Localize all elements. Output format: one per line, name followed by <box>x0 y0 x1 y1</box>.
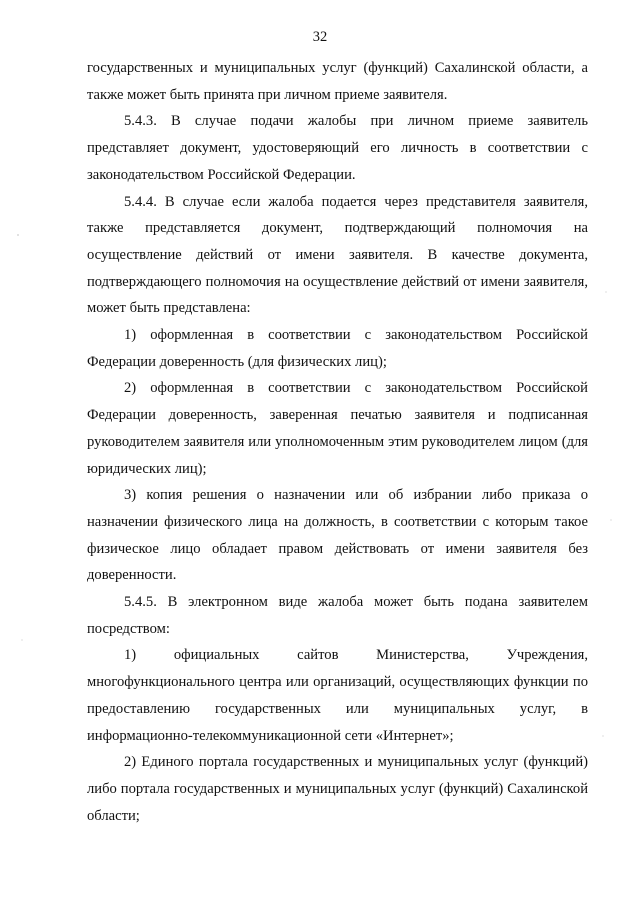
list-item-2-unified-portal: 2) Единого портала государственных и муниципальных услуг (функций) либо портала государственных и муниципальных услуг (функций) Сахалинской области; <box>87 754 588 824</box>
paragraph-5-4-3: 5.4.3. В случае подачи жалобы при личном приеме заявитель представляет документ, удостоверяющий его личность в соответствии с законодательством Российской Федерации. <box>87 113 588 183</box>
list-item-2-power-of-attorney-legal-entities: 2) оформленная в соответствии с законодательством Российской Федерации доверенность, заверенная печатью заявителя и подписанная руководителем заявителя или уполномоченным этим руководителем лицом (для юридических лиц); <box>87 380 588 477</box>
paragraph-continuation: государственных и муниципальных услуг (функций) Сахалинской области, а также может быть принята при личном приеме заявителя. <box>87 60 588 103</box>
list-item-3-appointment-copy: 3) копия решения о назначении или об избрании либо приказа о назначении физического лица на должность, в соответствии с которым такое физическое лицо обладает правом действовать от имени заявителя без доверенности. <box>87 487 588 584</box>
page-number: 32 <box>312 29 328 45</box>
paragraph-5-4-5: 5.4.5. В электронном виде жалоба может быть подана заявителем посредством: <box>87 594 588 637</box>
paragraph-5-4-4: 5.4.4. В случае если жалоба подается через представителя заявителя, также представляется документ, подтверждающий полномочия на осуществление действий от имени заявителя. В качестве документа, подтверждающего полномочия на осуществление действий от имени заявителя, может быть представлена: <box>87 193 588 317</box>
list-item-1-power-of-attorney-individuals: 1) оформленная в соответствии с законодательством Российской Федерации доверенность (для физических лиц); <box>87 327 588 370</box>
list-item-1-official-websites: 1) официальных сайтов Министерства, Учреждения, многофункционального центра или организаций, осуществляющих функции по предоставлению государственных или муниципальных услуг, в информационно-телекоммуникационной сети «Интернет»; <box>87 647 588 744</box>
document-body <box>87 55 588 829</box>
